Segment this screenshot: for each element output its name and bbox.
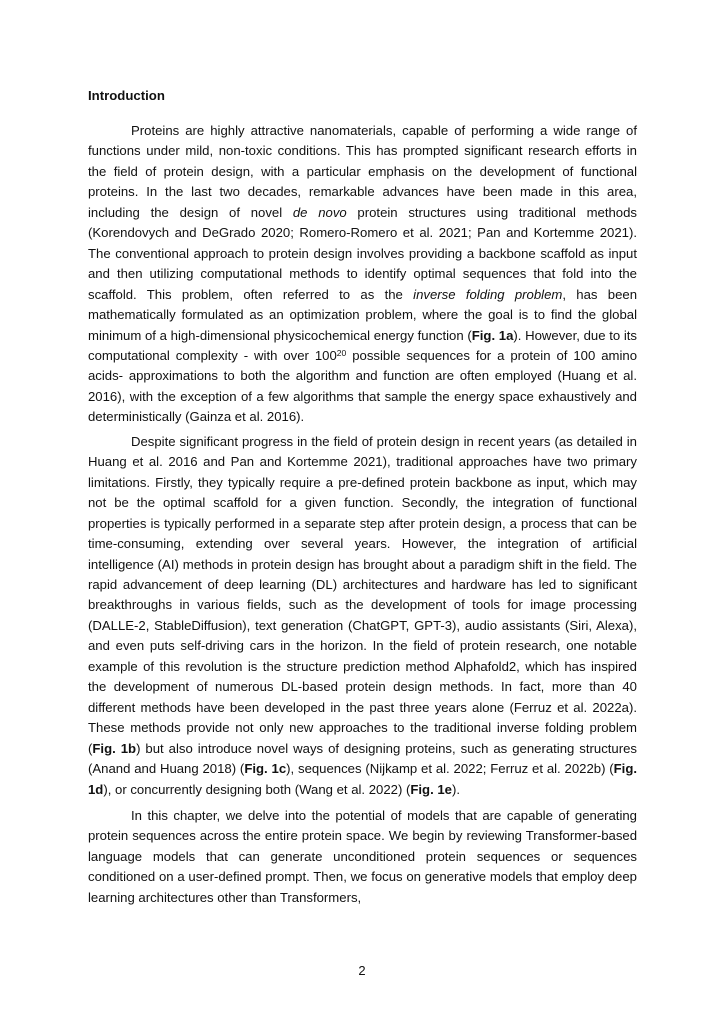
paragraph-1-text-e: possible sequences for a protein of 100 amino acids- approximations to both the algorithm and function are often employed (Huang et al. 2016), with the exception of a few algorithms that sample the energy space exhaustively and deterministically (Gainza et al. 2016). [88, 347, 638, 425]
figure-reference-1b: Fig. 1b [92, 740, 137, 756]
paragraph-2-text-c: ), sequences (Nijkamp et al. 2022; Ferruz et al. 2022b) ( [286, 761, 614, 777]
figure-reference-1-prefix: Fig. 1 [471, 327, 507, 343]
figure-reference-1a-letter: a [506, 327, 514, 343]
paragraph-3-text: In this chapter, we delve into the potential of models that are capable of generating protein sequences across the entire protein space. We begin by reviewing Transformer-based language models that can generate unconditioned protein sequences or sequences conditioned on a user-defined prompt. Then, we focus on generative models that employ deep learning architectures other than Transformers, [88, 807, 637, 905]
paragraph-2-text-a: Despite significant progress in the field of protein design in recent years (as detailed in Huang et al. 2016 and Pan and Kortemme 2021), traditional approaches have two primary limitations. Firstly, they typically require a pre-defined protein backbone as input, which may not be the optimal scaffold for a given function. Secondly, the integration of functional properties is typically performed in a separate step after protein design, a process that can be time-consuming, extending over several years. However, the integration of artificial intelligence (AI) methods in protein design has brought about a paradigm shift in the field. The rapid advancement of deep learning (DL) architectures and hardware has led to significant breakthroughs in various fields, such as the development of tools for image processing (DALLE-2, StableDiffusion), text generation (ChatGPT, GPT-3), audio assistants (Siri, Alexa), and even puts self-driving cars in the horizon. In the field of protein research, one notable example of this revolution is the structure prediction method Alphafold2, which has inspired the development of numerous DL-based protein design methods. In fact, more than 40 different methods have been developed in the past three years alone (Ferruz et al. 2022a). These methods provide not only new approaches to the traditional inverse folding problem ( [88, 433, 637, 756]
figure-reference-1d: Fig. 1d [88, 761, 638, 797]
paragraph-1-text-c: , has been mathematically formulated as an optimization problem, where the goal is to find the global minimum of a high-dimensional physicochemical energy function ( [88, 286, 638, 343]
section-heading: Introduction [88, 88, 165, 103]
figure-reference-1e: Fig. 1e [410, 781, 452, 797]
emphasis-de-novo: de novo [292, 204, 347, 220]
exponent: 20 [336, 347, 347, 358]
emphasis-inverse-folding: inverse folding problem [413, 286, 563, 302]
paragraph-2 [88, 432, 637, 800]
paragraph-2-text-e: ). [451, 781, 461, 797]
paragraph-1-text-a: Proteins are highly attractive nanomaterials, capable of performing a wide range of functions under mild, non-toxic conditions. This has prompted significant research efforts in the field of protein design, with a particular emphasis on the development of functional proteins. In the last two decades, remarkable advances have been made in this area, including the design of novel [88, 123, 637, 220]
paragraph-1 [88, 121, 637, 428]
paragraph-1-text-b: protein structures using traditional methods (Korendovych and DeGrado 2020; Romero-Romero et al. 2021; Pan and Kortemme 2021). The conventional approach to protein design involves providing a backbone scaffold as input and then utilizing computational methods to identify optimal sequences that fold into the scaffold. This problem, often referred to as the [88, 204, 637, 302]
page-number: 2 [358, 963, 366, 978]
figure-reference-1c: Fig. 1c [244, 761, 287, 777]
paragraph-1-text-d: ). However, due to its computational complexity - with over 100 [88, 327, 637, 363]
paragraph-2-text-b: ) but also introduce novel ways of designing proteins, such as generating structures (Anand and Huang 2018) ( [88, 740, 637, 777]
body-text [88, 121, 637, 908]
paragraph-3 [88, 806, 637, 908]
paragraph-2-text-d: ), or concurrently designing both (Wang et al. 2022) ( [103, 781, 411, 797]
